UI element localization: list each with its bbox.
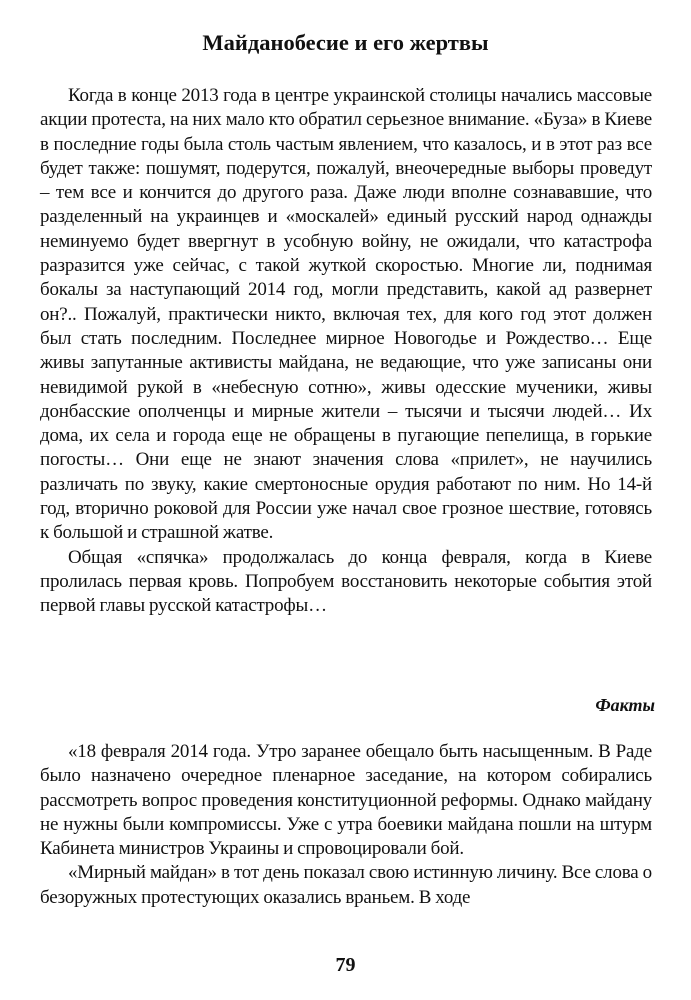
facts-body xyxy=(40,740,652,910)
section-heading: Факты xyxy=(595,695,655,715)
paragraph: «18 февраля 2014 года. Утро заранее обещало быть насыщенным. В Раде было назначено очередное пленарное заседание, на котором собирались рассмотреть вопрос проведения конституционной реформы. Однако майдану не нужны были компромиссы. Уже с утра боевики майдана пошли на штурм Кабинета министров Украины и спровоцировали бой. xyxy=(40,741,652,860)
paragraph: Когда в конце 2013 года в центре украинской столицы начались массовые акции протеста, на них мало кто обратил серьезное внимание. «Буза» в Киеве в последние годы была столь частым явлением, что казалось, и в этот раз все будет также: пошумят, подерутся, пожалуй, внеочередные выборы проведут – тем все и кончится до другого раза. Даже люди вполне сознававшие, что разделенный на украинцев и «москалей» единый русский народ однажды неминуемо будет ввергнут в усобную войну, не ожидали, что катастрофа разразится уже сейчас, с такой жуткой скоростью. Многие ли, поднимая бокалы за наступающий 2014 год, могли представить, какой ад развернет он?.. Пожалуй, практически никто, включая тех, для кого год этот должен был стать последним. Последнее мирное Новогодье и Рождество… Еще живы запутанные активисты майдана, не ведающие, что уже записаны они невидимой рукой в «небесную сотню», живы одесские мученики, живы донбасские ополченцы и мирные жители – тысячи и тысячи людей… Их дома, их села и города еще не обращены в пугающие пепелища, в горькие погосты… Они еще не знают значения слова «прилет», не научились различать по звуку, какие смертоносные орудия работают по ним. Но 14-й год, вторично роковой для России уже начал свое грозное шествие, готовясь к большой и страшной жатве. xyxy=(40,85,652,544)
paragraph: «Мирный майдан» в тот день показал свою истинную личину. Все слова о безоружных протестующих оказались враньем. В ходе xyxy=(40,862,652,908)
chapter-title: Майданобесие и его жертвы xyxy=(202,30,489,55)
paragraph: Общая «спячка» продолжалась до конца февраля, когда в Киеве пролилась первая кровь. Попробуем восстановить некоторые события этой первой главы русской катастрофы… xyxy=(40,546,652,617)
chapter-body xyxy=(40,84,652,619)
page-number: 79 xyxy=(335,954,356,976)
